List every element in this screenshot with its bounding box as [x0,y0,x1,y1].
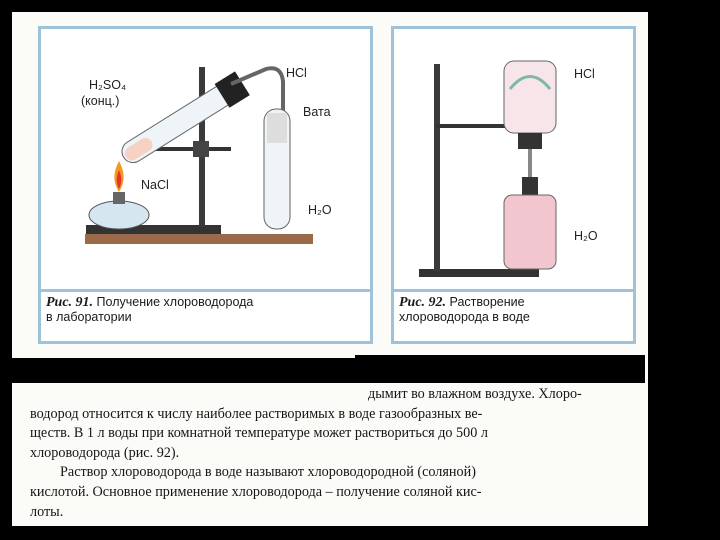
upper-stopper [518,133,542,149]
text-line: кислотой. Основное применение хлороводорода – получение соляной кис- [30,483,482,500]
figure-91 [38,26,373,344]
caption-divider [394,289,633,292]
caption-line1: Растворение [449,295,525,309]
lower-stopper [522,177,538,195]
caption-divider [41,289,370,292]
text-line: дымит во влажном воздухе. Хлоро- [368,386,582,402]
upper-flask [504,61,556,133]
h2so4-label: H₂SO₄ [89,78,127,92]
figure-91-caption [46,295,253,325]
body-text [30,385,636,522]
text-line: хлороводорода (рис. 92). [30,444,180,461]
caption-line2: в лаборатории [46,310,132,324]
caption-line1: Получение хлороводорода [96,295,254,309]
hcl-label-91: HCl [286,66,307,80]
figure-92 [391,26,636,344]
caption-line2: хлороводорода в воде [399,310,530,324]
konc-label: (конц.) [81,94,120,108]
text-line: Раствор хлороводорода в воде называют хлороводородной (соляной) [60,464,476,481]
figure-92-caption [399,295,530,325]
table-surface [85,234,313,244]
nacl-label: NaCl [141,178,169,192]
text-line: лоты. [30,503,64,520]
redaction-band [12,358,355,383]
cotton-plug [267,113,287,143]
spirit-lamp [89,201,149,229]
h2o-label-92: H₂O [574,229,598,243]
h2o-label-91: H₂O [308,203,332,217]
caption-label: Рис. 92. [399,295,447,310]
clamp-joint [193,141,209,157]
lower-flask [504,195,556,269]
hcl-label-92: HCl [574,67,595,81]
redaction-band [355,355,645,383]
lamp-wick-holder [113,192,125,204]
text-line: ществ. В 1 л воды при комнатной температуре может раствориться до 500 л [30,425,488,442]
text-line: водород относится к числу наиболее растворимых в воде газообразных ве- [30,405,483,422]
vata-label: Вата [303,105,331,119]
stand-rod [434,64,440,271]
caption-label: Рис. 91. [46,295,94,310]
